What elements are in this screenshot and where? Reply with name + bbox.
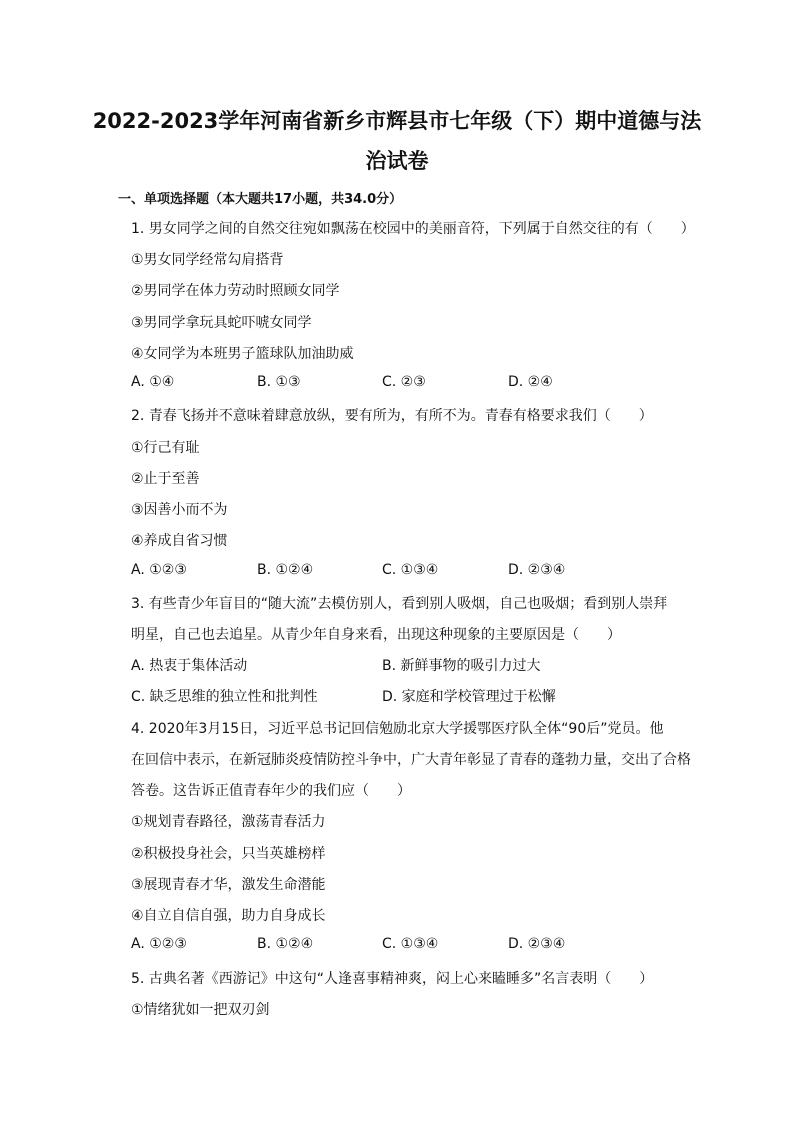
question-2-item-2: ②止于至善 [131, 471, 200, 487]
question-4-item-4: ④自立自信自强，助力自身成长 [131, 908, 326, 924]
question-1-stem: 1. 男女同学之间的自然交往宛如飘荡在校园中的美丽音符，下列属于自然交往的有（ ） [131, 221, 695, 237]
question-2-stem: 2. 青春飞扬并不意味着肆意放纵，要有所为，有所不为。青春有格要求我们（ ） [131, 408, 653, 424]
question-1-item-1: ①男女同学经常勾肩搭背 [131, 252, 284, 268]
question-3-options-row-2 [131, 686, 691, 706]
question-4-item-2: ②积极投身社会，只当英雄榜样 [131, 846, 326, 862]
option-a[interactable]: A. ①②③ [131, 562, 187, 578]
question-2-item-4: ④养成自省习惯 [131, 533, 228, 549]
question-4-item-3: ③展现青春才华，激发生命潜能 [131, 877, 326, 893]
question-4-stem-line-3: 答卷。这告诉正值青春年少的我们应（ ） [131, 783, 411, 799]
option-a[interactable]: A. 热衷于集体活动 [131, 658, 248, 674]
option-d[interactable]: D. ②④ [508, 374, 553, 390]
option-d[interactable]: D. 家庭和学校管理过于松懈 [382, 689, 556, 705]
question-2-item-1: ①行己有耻 [131, 440, 200, 456]
option-c[interactable]: C. ①③④ [382, 936, 439, 952]
option-b[interactable]: B. ①③ [257, 374, 301, 390]
exam-title-line-1: 2022-2023学年河南省新乡市辉县市七年级（下）期中道德与法 [92, 109, 702, 133]
option-a[interactable]: A. ①②③ [131, 936, 187, 952]
question-5-stem: 5. 古典名著《西游记》中这句“人逢喜事精神爽，闷上心来瞌睡多”名言表明（ ） [131, 971, 654, 987]
section-heading: 一、单项选择题（本大题共17小题，共34.0分） [118, 192, 403, 207]
question-2-item-3: ③因善小而不为 [131, 502, 228, 518]
option-c[interactable]: C. ①③④ [382, 562, 439, 578]
question-4-stem-line-2: 在回信中表示，在新冠肺炎疫情防控斗争中，广大青年彰显了青春的蓬勃力量，交出了合格 [131, 752, 691, 768]
option-c[interactable]: C. 缺乏思维的独立性和批判性 [131, 689, 318, 705]
option-d[interactable]: D. ②③④ [508, 562, 566, 578]
question-4-item-1: ①规划青春路径，激荡青春活力 [131, 814, 326, 830]
question-1-item-3: ③男同学拿玩具蛇吓唬女同学 [131, 315, 312, 331]
question-4-stem-line-1: 4. 2020年3月15日，习近平总书记回信勉励北京大学援鄂医疗队全体“90后”党员。他 [131, 721, 664, 737]
question-3-stem-line-1: 3. 有些青少年盲目的“随大流”去模仿别人，看到别人吸烟，自己也吸烟；看到别人崇拜 [131, 596, 668, 612]
option-b[interactable]: B. ①②④ [257, 936, 314, 952]
question-1-item-4: ④女同学为本班男子篮球队加油助威 [131, 346, 354, 362]
option-b[interactable]: B. 新鲜事物的吸引力过大 [382, 658, 541, 674]
option-a[interactable]: A. ①④ [131, 374, 175, 390]
option-d[interactable]: D. ②③④ [508, 936, 566, 952]
question-1-options [131, 374, 691, 394]
question-1-item-2: ②男同学在体力劳动时照顾女同学 [131, 283, 340, 299]
question-3-stem-line-2: 明星，自己也去追星。从青少年自身来看，出现这种现象的主要原因是（ ） [131, 627, 621, 643]
question-3-options-row-1 [131, 655, 691, 675]
question-4-options [131, 936, 691, 956]
option-b[interactable]: B. ①②④ [257, 562, 314, 578]
option-c[interactable]: C. ②③ [382, 374, 426, 390]
exam-title-line-2: 治试卷 [365, 149, 429, 173]
question-2-options [131, 562, 691, 582]
question-5-item-1: ①情绪犹如一把双刃剑 [131, 1002, 270, 1018]
